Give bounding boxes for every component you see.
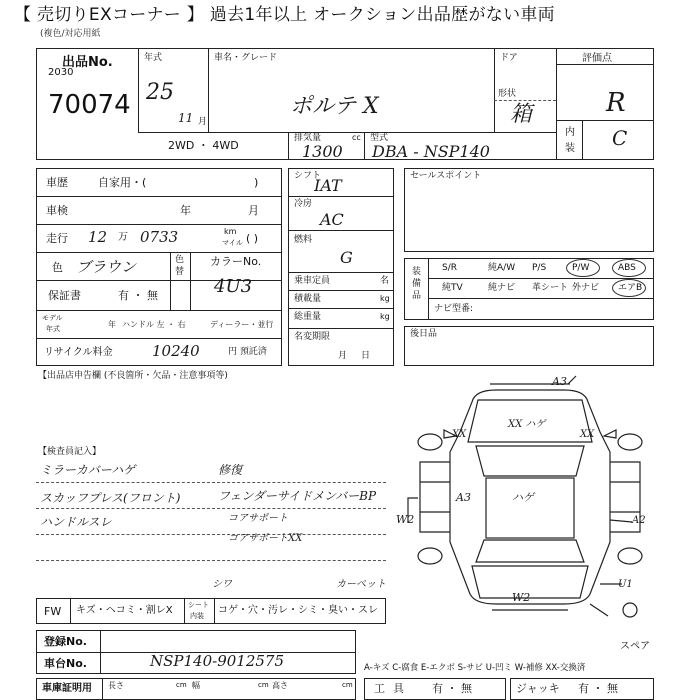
later-date-frame [404, 326, 654, 366]
equipment-item: ABS [618, 263, 636, 273]
interior-label-2: 装 [565, 143, 575, 154]
fw-seat-divider [184, 598, 185, 624]
details-line-3 [36, 252, 282, 253]
gross-label: 総重量 [294, 312, 322, 322]
name-change-unit: 月日 [338, 351, 385, 361]
fw-seat-divider-2 [214, 598, 215, 624]
registration-label: 登録No. [44, 635, 87, 648]
diag-label-xx-left: XX [452, 429, 467, 440]
diag-label-a2: A2 [632, 515, 646, 526]
mileage-label: 走行 [46, 232, 68, 245]
chassis-value: NSP140-9012575 [150, 652, 284, 670]
diag-label-a1 [506, 604, 507, 605]
diag-label-w2-left: W2 [396, 513, 415, 526]
equipment-item: P/S [532, 263, 547, 273]
name-change-label: 名変期限 [294, 332, 331, 342]
spec-line-5 [288, 308, 394, 309]
score-value: R [606, 88, 626, 118]
cert-label: 車庫証明用 [42, 683, 92, 694]
cert-length-unit: cm [176, 681, 187, 689]
equipment-item: 革シート [532, 283, 569, 293]
pw-circle [566, 259, 600, 277]
details-line-1 [36, 196, 282, 197]
spec-line-3 [288, 272, 394, 273]
tools-value: 有 ・ 無 [432, 682, 472, 695]
model-year-label-2: 年式 [46, 325, 60, 333]
interior-value: C [612, 126, 628, 150]
mileage-rest: 0733 [140, 228, 179, 246]
diag-label-spare: スペア [620, 641, 650, 652]
color-change-divider [190, 252, 191, 310]
details-line-5 [36, 310, 282, 311]
details-line-6 [36, 338, 282, 339]
diag-label-u1: U1 [618, 579, 633, 590]
spec-line-2 [288, 230, 394, 231]
cert-width-unit: cm [258, 681, 269, 689]
fw-seat-1: シート [188, 601, 209, 609]
recycle-label: リサイクル料金 [44, 347, 113, 358]
score-inner-divider [582, 120, 583, 160]
spec-line-6 [288, 328, 394, 329]
displacement-value: 1300 [302, 142, 343, 161]
abs-circle [612, 259, 646, 277]
color-label: 色 [52, 261, 63, 274]
model-value: DBA - NSP140 [372, 142, 490, 161]
chassis-label: 車台No. [44, 657, 87, 670]
inspection-month-unit: 月 [248, 204, 259, 217]
displacement-unit: cc [352, 133, 361, 142]
inspector-left-3: ハンドルスレ [40, 515, 112, 529]
fw-seat-2: 内装 [190, 612, 204, 620]
cert-divider [102, 678, 103, 700]
load-unit: kg [380, 294, 390, 303]
cert-width: 幅 [192, 681, 200, 690]
equipment-item: 純A/W [488, 263, 516, 273]
warranty-label: 保証書 [48, 289, 81, 302]
mileage-man-unit: 万 [118, 232, 128, 243]
cert-length: 長さ [108, 681, 124, 690]
mileage-mile-unit: マイル [222, 239, 243, 247]
inspector-left-2: スカッフプレス(フロント) [40, 491, 181, 505]
equipment-label-divider [428, 258, 429, 320]
sales-point-label: セールスポイント [410, 171, 482, 181]
color-change-2: 替 [175, 267, 185, 277]
inspector-right-4: コアサポートXX [228, 533, 303, 544]
shift-label: シフト [294, 171, 322, 181]
equipment-label: 装備品 [412, 267, 422, 301]
inspector-right-1: 修復 [218, 463, 243, 477]
spare-tire-icon [623, 603, 637, 617]
recycle-value: 10240 [152, 342, 200, 360]
handle-label: ハンドル 左 ・ 右 [122, 320, 186, 329]
equipment-item: S/R [442, 263, 457, 273]
fw-divider [70, 598, 71, 624]
recycle-unit: 円 預託済 [228, 347, 267, 357]
history-label: 車歴 [46, 176, 68, 189]
diag-label-xx-hage: XX ハゲ [508, 419, 546, 430]
header-title: 【 売切りEXコーナー 】 過去1年以上 オークション出品歴がない車両 [14, 5, 555, 25]
model-year-unit: 年 [108, 320, 116, 329]
inspector-right-3: コアサポート [228, 513, 288, 524]
mileage-paren: ( ) [246, 232, 259, 245]
load-label: 積載量 [294, 294, 322, 304]
shape-dash [494, 100, 556, 101]
inspector-line-4 [36, 560, 386, 561]
equipment-line-1 [428, 278, 654, 279]
inspector-label: 【検査員記入】 [38, 447, 102, 457]
score-label: 評価点 [582, 53, 612, 64]
reg-divider [100, 630, 101, 674]
color-no-value: 4U3 [214, 276, 253, 297]
equipment-item: 外ナビ [572, 283, 600, 293]
jack-value: 有 ・ 無 [578, 682, 618, 695]
diag-label-w2-bottom: W2 [512, 591, 531, 604]
model-year-label-1: モデル [42, 314, 63, 322]
warranty-value: 有 ・ 無 [118, 289, 158, 302]
cert-height-unit: cm [342, 681, 353, 689]
lot-label: 出品No. [62, 55, 113, 70]
dealer-label: ディーラー・並行 [210, 320, 274, 329]
navi-model-label: ナビ型番: [434, 304, 474, 314]
inspection-year-unit: 年 [180, 204, 191, 217]
top-note: (複色/対応用紙 [40, 29, 101, 39]
fuel-value: G [340, 248, 353, 267]
mileage-man: 12 [88, 228, 108, 246]
history-close: ) [254, 176, 259, 189]
color-divider [170, 252, 171, 310]
diag-label-a3-top: A3 [552, 375, 567, 388]
aircon-value: AC [320, 210, 344, 229]
airbag-circle [612, 279, 646, 297]
year-month-unit: 月 [198, 117, 208, 127]
inspection-label: 車検 [46, 204, 68, 217]
inspector-line-1 [36, 482, 386, 483]
car-name-value: ポルテ X [290, 94, 379, 119]
color-value: ブラウン [76, 258, 137, 276]
lot-code: 2030 [48, 67, 74, 78]
fw-items: キズ・ヘコミ・割レX [76, 605, 173, 616]
damage-legend: A-キズ C-腐食 E-エクボ S-サビ U-凹ミ W-補修 XX-交換済 [364, 663, 586, 673]
score-head-line [556, 64, 654, 65]
details-line-2 [36, 224, 282, 225]
displacement-label: 排気量 [294, 133, 322, 143]
inspector-left-1: ミラーカバーハゲ [40, 463, 136, 477]
car-name-label: 車名・グレード [214, 53, 278, 63]
diag-label-xx-right: XX [580, 429, 595, 440]
year-value: 25 [146, 80, 174, 105]
inspector-line-3 [36, 534, 386, 535]
diag-label-wrinkle: シワ [212, 579, 232, 590]
history-value: 自家用・( [98, 176, 147, 189]
fw-label: FW [44, 605, 62, 618]
tools-label: 工具 [374, 682, 412, 695]
seller-note-label: 【出品店申告欄 (不良箇所・欠品・注意事項等) [38, 371, 228, 381]
color-change-1: 色 [175, 255, 185, 265]
equipment-item: エアB [618, 283, 643, 293]
drive-divider [288, 132, 289, 160]
lot-number: 70074 [48, 90, 131, 120]
door-label: ドア [500, 53, 518, 63]
drive-label: 2WD ・ 4WD [168, 139, 239, 152]
equipment-item: 純TV [442, 283, 463, 293]
spec-line-1 [288, 196, 394, 197]
cert-height: 高さ [272, 681, 288, 690]
score-row-line [556, 120, 654, 121]
model-label: 型式 [370, 133, 389, 143]
equipment-item: 純ナビ [488, 283, 516, 293]
spec-line-4 [288, 290, 394, 291]
color-no-label: カラーNo. [210, 255, 262, 268]
shift-value: IAT [314, 176, 342, 195]
diag-label-hage-mid: ハゲ [512, 491, 534, 504]
year-month-value: 11 [178, 111, 194, 125]
gross-unit: kg [380, 312, 390, 321]
year-label: 年式 [144, 53, 163, 63]
aircon-label: 冷房 [294, 199, 313, 209]
fuel-label: 燃料 [294, 235, 313, 245]
fw-items-2: コゲ・穴・汚レ・シミ・臭い・スレ [218, 605, 378, 616]
year-divider [208, 48, 209, 132]
equipment-item: P/W [572, 263, 590, 273]
lot-divider [138, 48, 139, 132]
mileage-km-unit: km [224, 227, 237, 236]
interior-label-1: 内 [565, 127, 575, 138]
capacity-label: 乗車定員 [294, 276, 331, 286]
diag-label-a3-mid: A3 [456, 491, 471, 504]
capacity-unit: 名 [380, 276, 390, 286]
inspector-line-2 [36, 508, 386, 509]
shape-label: 形状 [498, 89, 517, 99]
displacement-divider [364, 132, 365, 160]
equipment-line-2 [428, 298, 654, 299]
diag-label-carpet: カーペット [336, 579, 386, 590]
jack-label: ジャッキ [516, 682, 560, 695]
door-divider [494, 48, 495, 132]
inspector-right-2: フェンダーサイドメンバーBP [218, 489, 377, 503]
shape-value: 箱 [510, 102, 533, 127]
top-info-row-line [138, 132, 556, 133]
later-date-label: 後日品 [410, 329, 438, 339]
